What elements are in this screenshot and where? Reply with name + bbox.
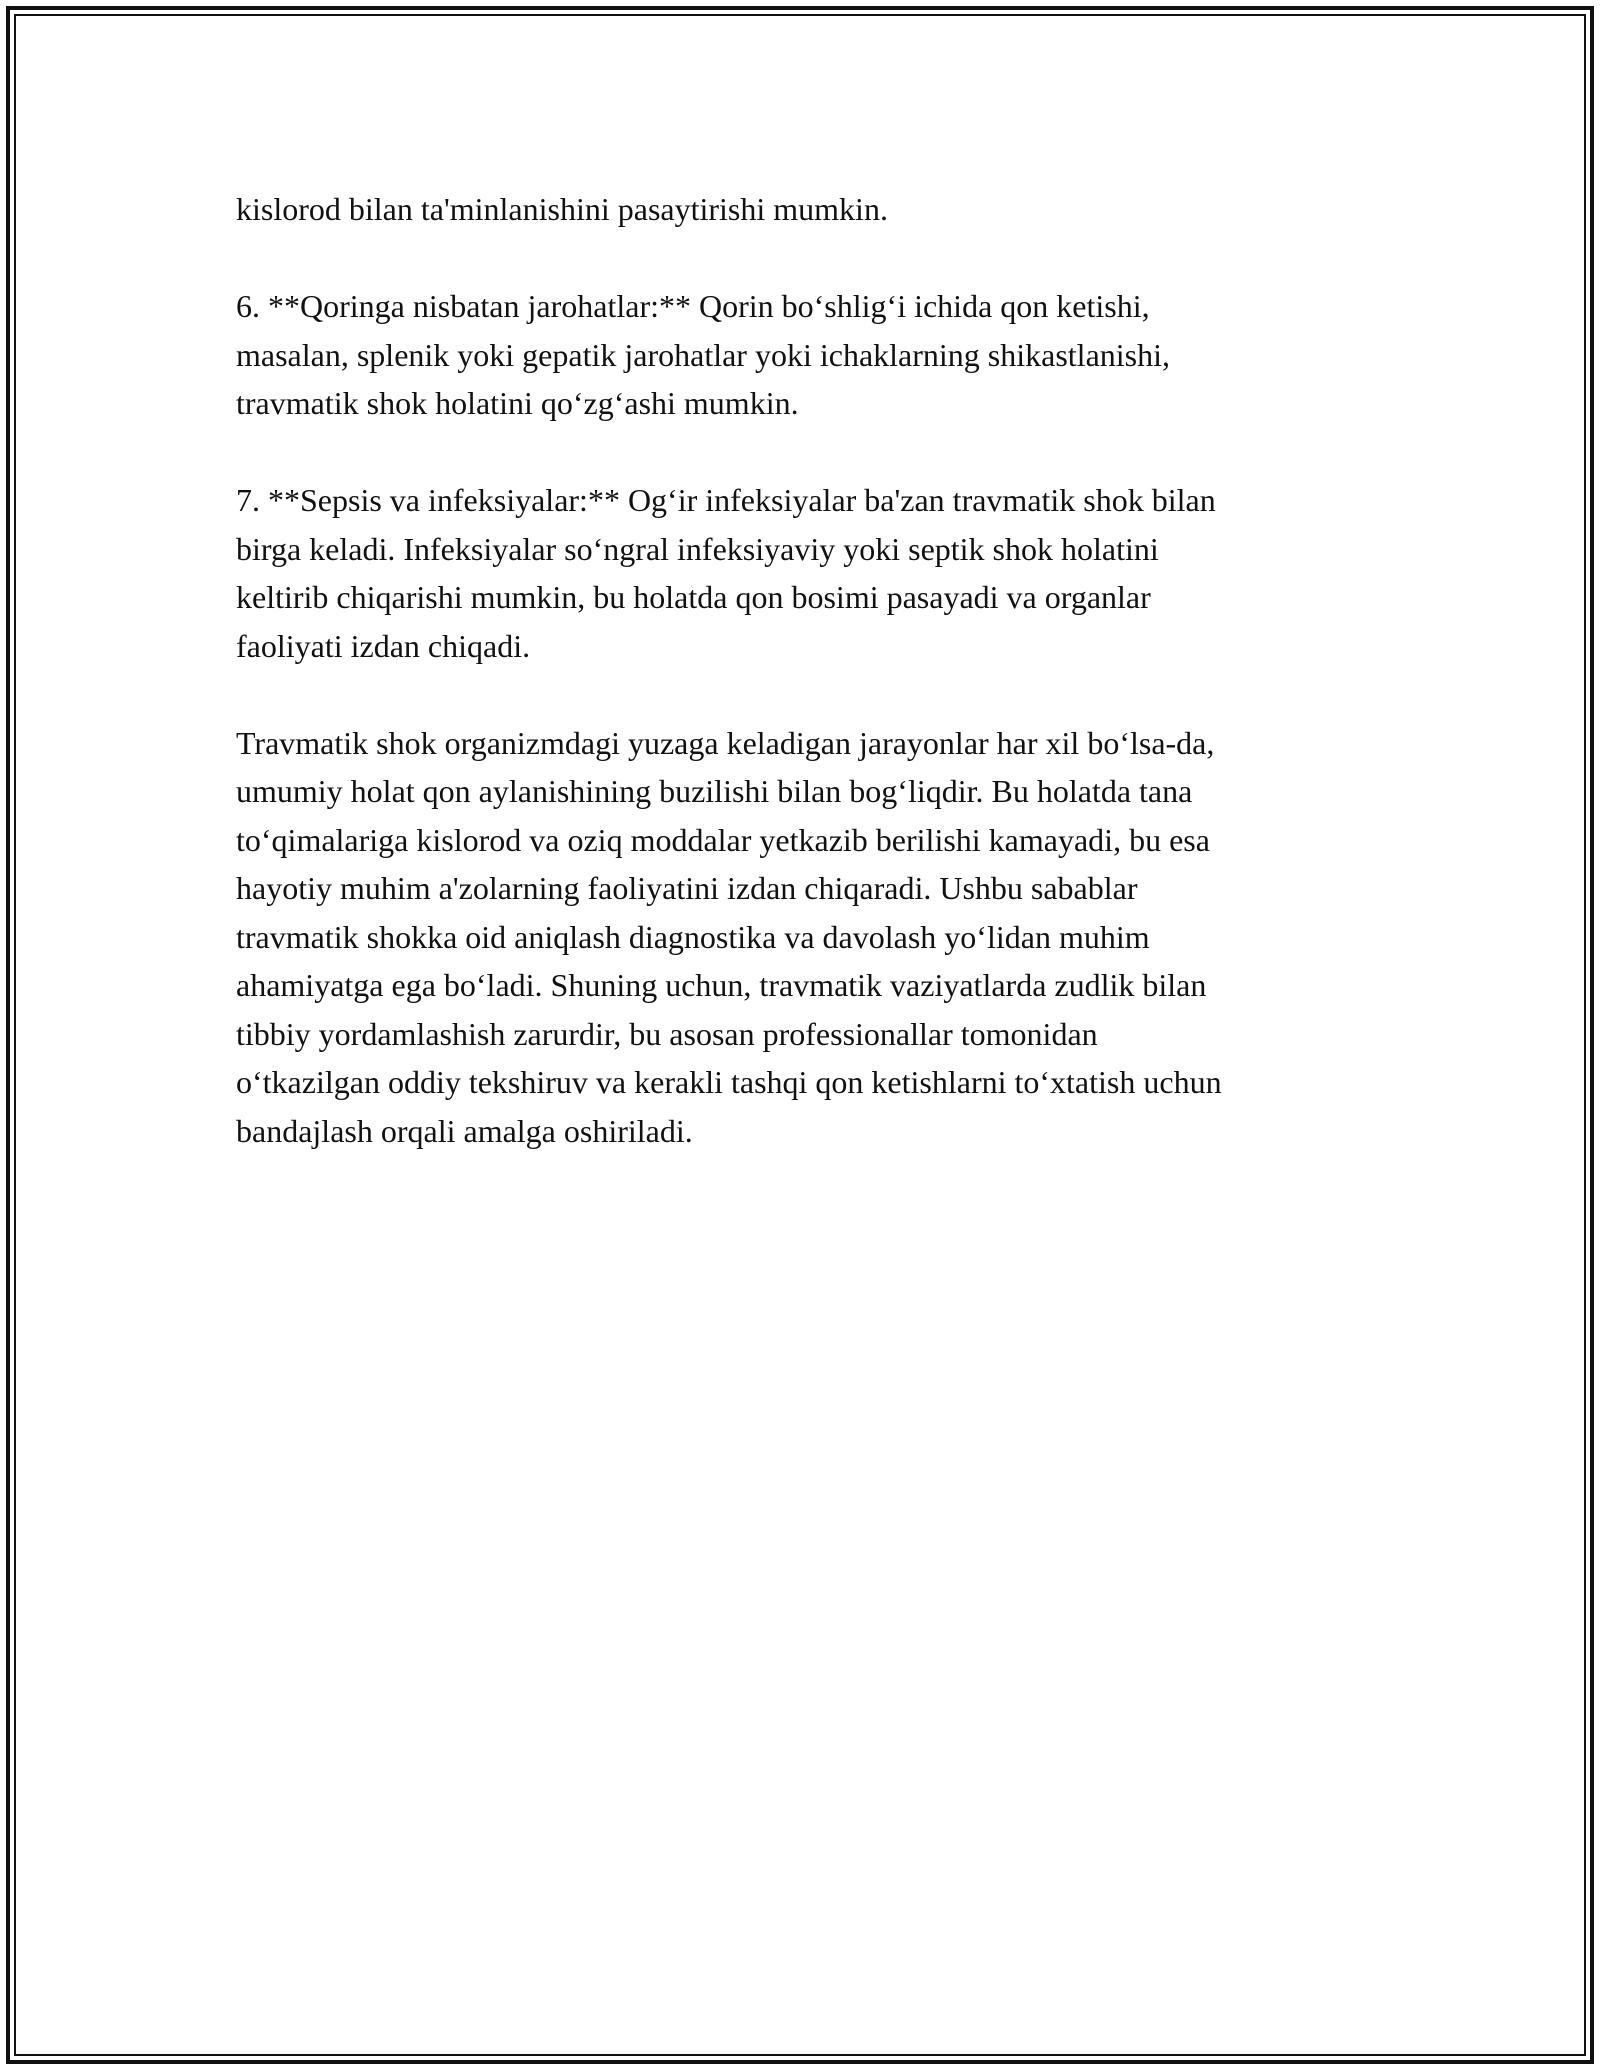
paragraph-sepsis-infections: 7. **Sepsis va infeksiyalar:** Og‘ir infeksiyalar ba'zan travmatik shok bilan birga keladi. Infeksiyalar so‘ngral infeksiyaviy yoki septik shok holatini keltirib chiqarishi mumkin, bu holatda qon bosimi pasayadi va organlar faoliyati izdan chiqadi.: [236, 482, 1216, 664]
paragraph-continuation: kislorod bilan ta'minlanishini pasaytirishi mumkin.: [236, 191, 888, 227]
paragraph-conclusion: Travmatik shok organizmdagi yuzaga keladigan jarayonlar har xil bo‘lsa-da, umumiy holat qon aylanishining buzilishi bilan bog‘liqdir. Bu holatda tana to‘qimalariga kislorod va oziq moddalar yetkazib berilishi kamayadi, bu esa hayotiy muhim a'zolarning faoliyatini izdan chiqaradi. Ushbu sabablar travmatik shokka oid aniqlash diagnostika va davolash yo‘lidan muhim ahamiyatga ega bo‘ladi. Shuning uchun, travmatik vaziyatlarda zudlik bilan tibbiy yordamlashish zarurdir, bu asosan professionallar tomonidan o‘tkazilgan oddiy tekshiruv va kerakli tashqi qon ketishlarni to‘xtatish uchun bandajlash orqali amalga oshiriladi.: [236, 724, 1222, 1149]
document-body: [236, 185, 1376, 1204]
paragraph-abdominal-injuries: 6. **Qoringa nisbatan jarohatlar:** Qorin bo‘shlig‘i ichida qon ketishi, masalan, splenik yoki gepatik jarohatlar yoki ichaklarning shikastlanishi, travmatik shok holatini qo‘zg‘ashi mumkin.: [236, 288, 1170, 421]
